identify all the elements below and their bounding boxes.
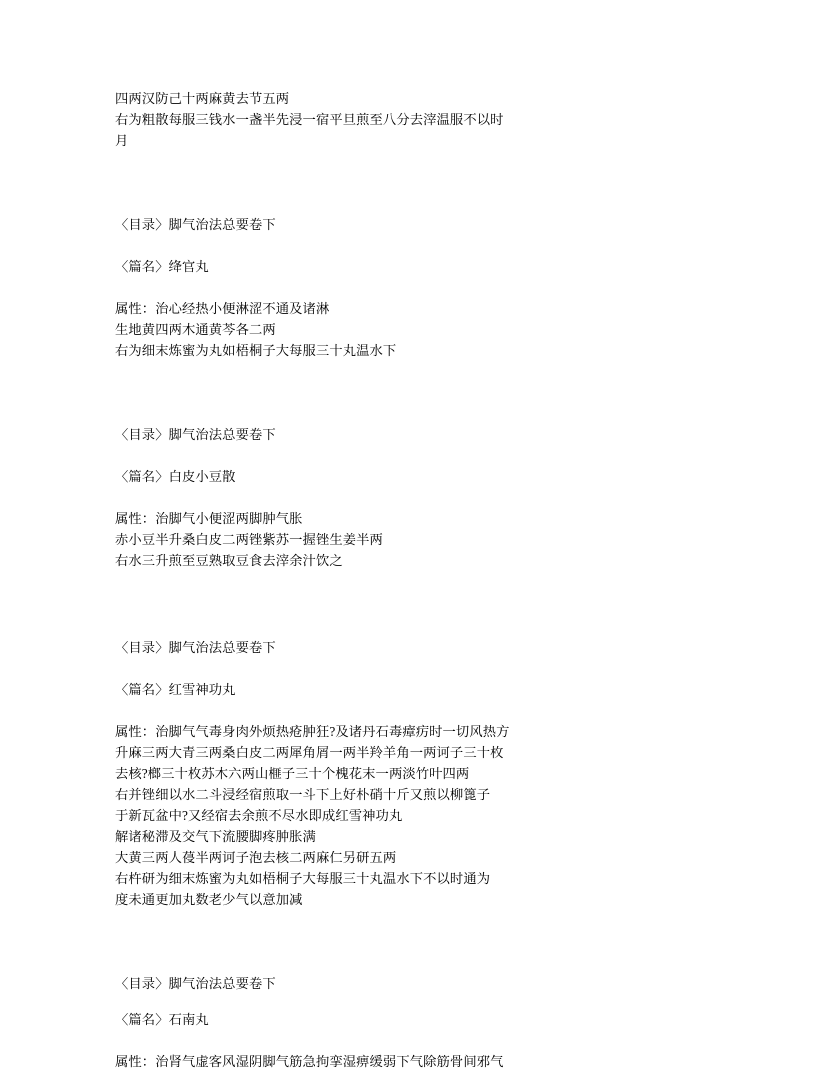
body-line: 右杵研为细末炼蜜为丸如梧桐子大每服三十丸温水下不以时通为	[115, 871, 491, 886]
body-line: 于新瓦盆中?又经宿去余煎不尽水即成红雪神功丸	[115, 808, 403, 823]
block-gap	[115, 151, 720, 214]
section-title: 〈篇名〉绛官丸	[115, 259, 209, 274]
catalog-heading: 〈目录〉脚气治法总要卷下	[115, 427, 276, 442]
text-block	[115, 637, 720, 910]
body-line: 四两汉防己十两麻黄去节五两	[115, 91, 290, 106]
catalog-heading: 〈目录〉脚气治法总要卷下	[115, 640, 276, 655]
block-gap	[115, 361, 720, 424]
catalog-heading: 〈目录〉脚气治法总要卷下	[115, 217, 276, 232]
body-line: 月	[115, 133, 129, 148]
body-line: 度未通更加丸数老少气以意加减	[115, 892, 303, 907]
text-block	[115, 88, 720, 151]
title-gap	[115, 487, 720, 508]
title-gap	[115, 700, 720, 721]
body-line: 赤小豆半升桑白皮二两锉紫苏一握锉生姜半两	[115, 532, 383, 547]
body-line: 属性：治脚气小便涩两脚肿气胀	[115, 511, 303, 526]
block-gap	[115, 910, 720, 973]
body-line: 解诸秘滞及交气下流腰脚疼肿胀满	[115, 829, 316, 844]
heading-gap	[115, 235, 720, 256]
text-block	[115, 973, 720, 1072]
heading-gap	[115, 658, 720, 679]
block-gap	[115, 571, 720, 637]
body-line: 右水三升煎至豆熟取豆食去滓余汁饮之	[115, 553, 343, 568]
body-line: 大黄三两人葠半两诃子泡去核二两麻仁另研五两	[115, 850, 397, 865]
body-line: 右并锉细以水二斗浸经宿煎取一斗下上好朴硝十斤又煎以柳篦子	[115, 787, 491, 802]
title-gap	[115, 277, 720, 298]
body-line: 属性：治心经热小便淋涩不通及诸淋	[115, 301, 330, 316]
body-line: 升麻三两大青三两桑白皮二两犀角屑一两半羚羊角一两诃子三十枚	[115, 745, 504, 760]
section-title: 〈篇名〉白皮小豆散	[115, 469, 236, 484]
text-block	[115, 214, 720, 361]
section-title: 〈篇名〉石南丸	[115, 1012, 209, 1027]
body-line: 右为细末炼蜜为丸如梧桐子大每服三十丸温水下	[115, 343, 397, 358]
body-line: 去核?榔三十枚苏木六两山榧子三十个槐花末一两淡竹叶四两	[115, 766, 470, 781]
heading-gap	[115, 445, 720, 466]
body-line: 属性：治脚气气毒身肉外烦热疮肿狂?及诸丹石毒瘴疠时一切风热方	[115, 724, 510, 739]
title-gap	[115, 1030, 720, 1051]
body-line: 属性：治肾气虚客风湿阴脚气筋急拘挛湿痹缓弱下气除筋骨间邪气	[115, 1054, 504, 1069]
text-block	[115, 424, 720, 571]
catalog-heading: 〈目录〉脚气治法总要卷下	[115, 976, 276, 991]
body-line: 生地黄四两木通黄芩各二两	[115, 322, 276, 337]
heading-gap	[115, 994, 720, 1009]
body-line: 右为粗散每服三钱水一盏半先浸一宿平旦煎至八分去滓温服不以时	[115, 112, 504, 127]
section-title: 〈篇名〉红雪神功丸	[115, 682, 236, 697]
